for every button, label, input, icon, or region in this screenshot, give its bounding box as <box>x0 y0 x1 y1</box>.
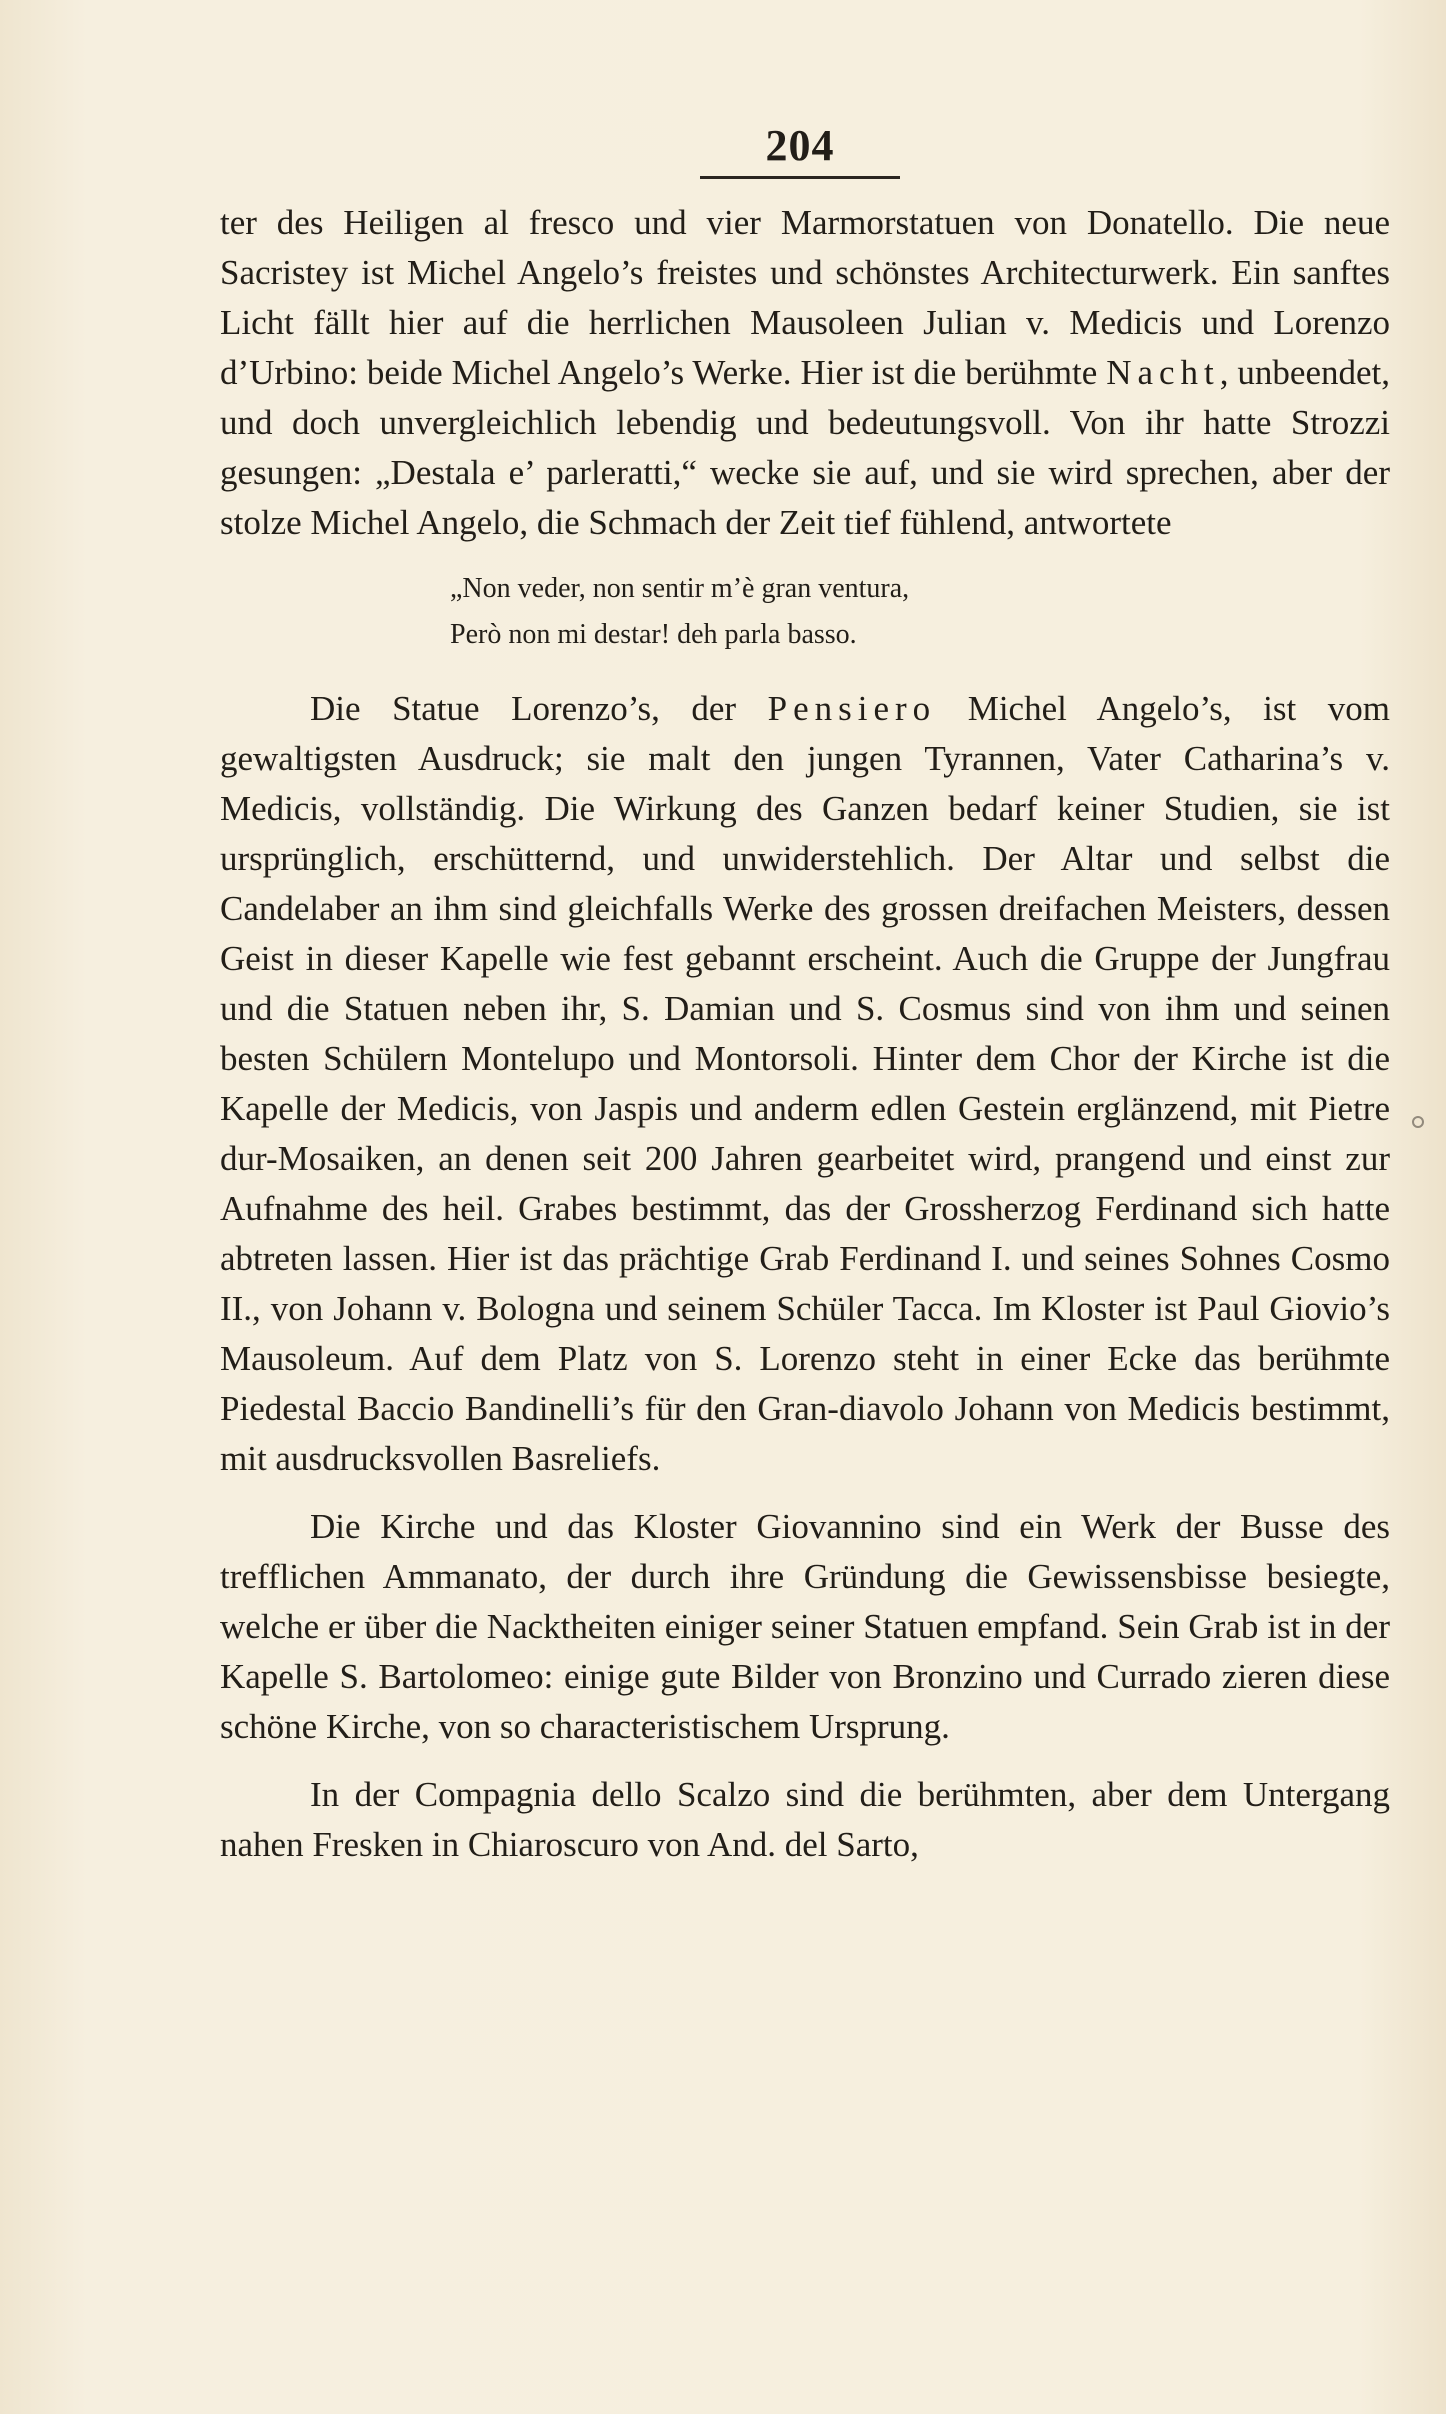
verse-line-2: Però non mi destar! deh parla basso. <box>450 619 857 650</box>
paragraph-2-text-b: Michel Angelo’s, ist vom gewaltigsten Ausdruck; sie malt den jungen Tyrannen, Vater Catharina’s v. Medicis, vollständig. Die Wirkung des Ganzen bedarf keiner Studien, sie ist ursprünglich, erschütternd, und unwiderstehlich. Der Altar und selbst die Candelaber an ihm sind gleichfalls Werke des grossen dreifachen Meisters, dessen Geist in dieser Kapelle wie fest gebannt erscheint. Auch die Gruppe der Jungfrau und die Statuen neben ihr, S. Damian und S. Cosmus sind von ihm und seinen besten Schülern Montelupo und Montorsoli. Hinter dem Chor der Kirche ist die Kapelle der Medicis, von Jaspis und anderm edlen Gestein erglänzend, mit Pietre dur-Mosaiken, an denen seit 200 Jahren gearbeitet wird, prangend und einst zur Aufnahme des heil. Grabes bestimmt, das der Grossherzog Ferdinand sich hatte abtreten lassen. Hier ist das prächtige Grab Ferdinand I. und seines Sohnes Cosmo II., von Johann v. Bologna und seinem Schüler Tacca. Im Kloster ist Paul Giovio’s Mausoleum. Auf dem Platz von S. Lorenzo steht in einer Ecke das berühmte Piedestal Baccio Bandinelli’s für den Gran-diavolo Johann von Medicis bestimmt, mit ausdrucksvollen Basreliefs. <box>220 689 1390 1478</box>
paragraph-4: In der Compagnia dello Scalzo sind die berühmten, aber dem Untergang nahen Fresken in Chiaroscuro von And. del Sarto, <box>220 1775 1390 1864</box>
paragraph-2-text-a: Die Statue Lorenzo’s, der <box>310 689 768 728</box>
emphasis-nacht: Nacht <box>1106 353 1220 392</box>
verse-quote <box>450 566 1390 658</box>
paragraph-1 <box>220 198 1390 548</box>
body-text <box>220 198 1390 1870</box>
page-number: 204 <box>765 121 835 170</box>
paragraph-1-text-b: , unbeendet, und doch unvergleichlich lebendig und bedeutungsvoll. Von ihr hatte Strozzi gesungen: „Destala e’ parleratti,“ wecke sie auf, und sie wird sprechen, aber der stolze Michel Angelo, die Schmach der Zeit tief fühlend, antwortete <box>220 353 1390 542</box>
paragraph-2 <box>220 684 1390 1484</box>
emphasis-pensiero: Pensiero <box>767 689 937 728</box>
verse-line-1: „Non veder, non sentir m’è gran ventura, <box>450 573 910 604</box>
margin-mark <box>1412 1116 1424 1128</box>
paragraph-1-text-a: ter des Heiligen al fresco und vier Marmorstatuen von Donatello. Die neue Sacristey ist Michel Angelo’s freistes und schönstes Architecturwerk. Ein sanftes Licht fällt hier auf die herrlichen Mausoleen Julian v. Medicis und Lorenzo d’Urbino: beide Michel Angelo’s Werke. Hier ist die berühmte <box>220 203 1390 392</box>
paragraph-3: Die Kirche und das Kloster Giovannino sind ein Werk der Busse des trefflichen Ammanato, der durch ihre Gründung die Gewissensbisse besiegte, welche er über die Nacktheiten einiger seiner Statuen empfand. Sein Grab ist in der Kapelle S. Bartolomeo: einige gute Bilder von Bronzino und Currado zieren diese schöne Kirche, von so characteristischem Ursprung. <box>220 1507 1390 1746</box>
page-number-rule <box>700 176 900 179</box>
